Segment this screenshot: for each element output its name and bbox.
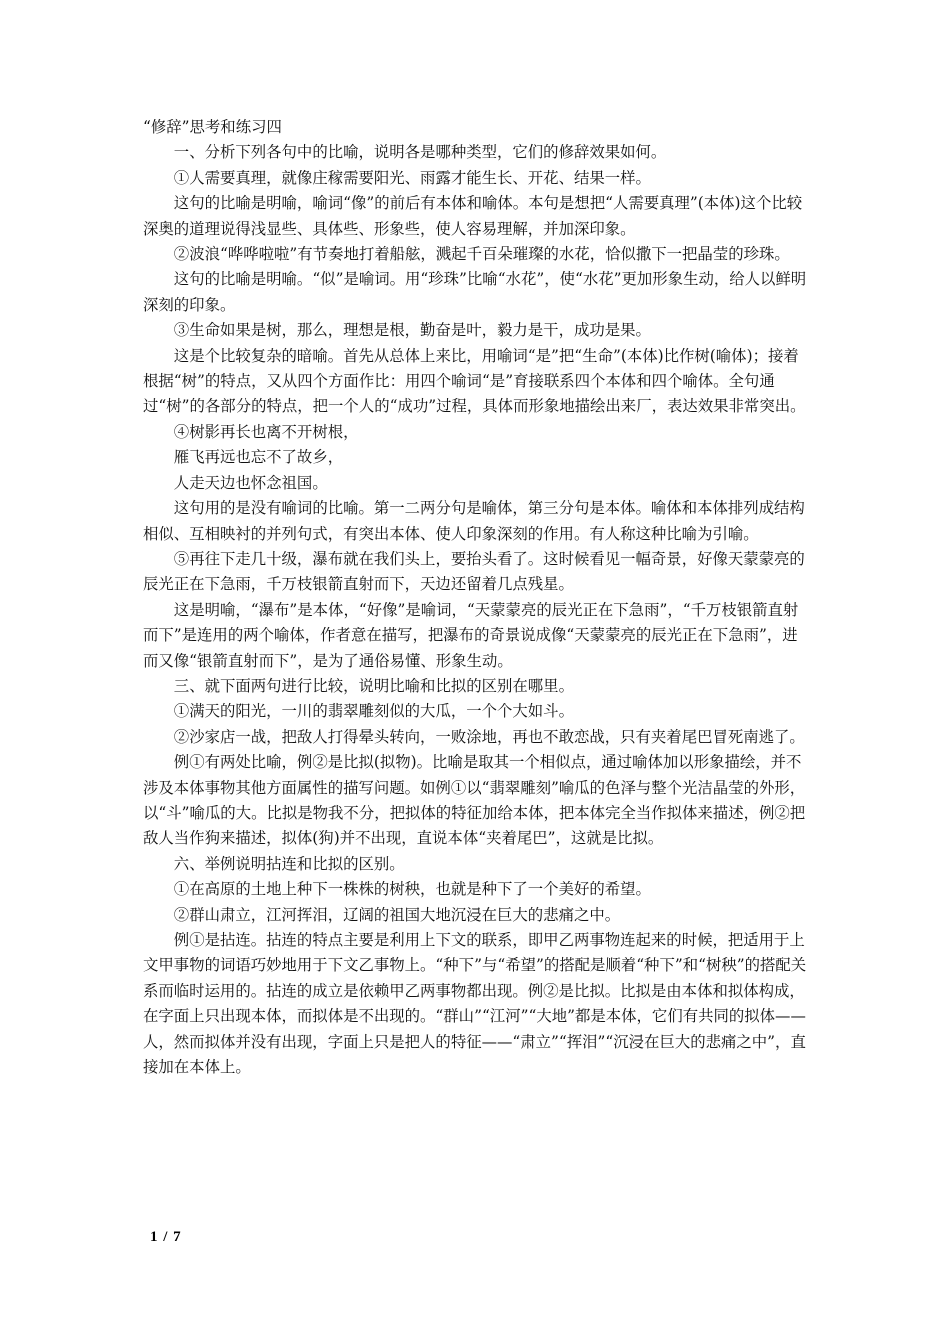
example-sentence: ③生命如果是树，那么，理想是根，勤奋是叶，毅力是干，成功是果。 [173,321,651,340]
analysis-paragraph: 这是个比较复杂的暗喻。首先从总体上来比，用喻词“是”把“生命”(本体)比作树(喻体)；接着根据“树”的特点，又从四个方面作比：用四个喻词“是”育接联系四个本体和四个喻体。全句通过“树”的各部分的特点，把一个人的“成功”过程，具体而形象地描绘出来厂，表达效果非常突出。 [143,346,806,416]
poem-line: 人走天边也怀念祖国。 [173,473,328,492]
poem-line: 雁飞再远也忘不了故乡， [173,448,344,467]
section-heading: 三、就下面两句进行比较，说明比喻和比拟的区别在哪里。 [173,676,574,695]
document-title: “修辞”思考和练习四 [143,118,282,136]
section-heading: 六、举例说明拈连和比拟的区别。 [173,854,405,873]
document-body [143,115,808,1080]
page-indicator: 1 / 7 [150,1229,182,1245]
example-sentence: ①人需要真理，就像庄稼需要阳光、雨露才能生长、开花、结果一样。 [173,168,651,187]
analysis-paragraph: 例①有两处比喻，例②是比拟(拟物)。比喻是取其一个相似点，通过喻体加以形象描绘，并不涉及本体事物其他方面属性的描写问题。如例①以“翡翠雕刻”喻瓜的色泽与整个光洁晶莹的外形，以“斗”喻瓜的大。比拟是物我不分，把拟体的特征加给本体，把本体完全当作拟体来描述，例②把敌人当作狗来描述，拟体(狗)并不出现，直说本体“夹着尾巴”，这就是比拟。 [143,753,806,848]
analysis-paragraph: 例①是拈连。拈连的特点主要是利用上下文的联系，即甲乙两事物连起来的时候，把适用于上文甲事物的词语巧妙地用于下文乙事物上。“种下”与“希望”的搭配是顺着“种下”和“树秧”的搭配关系而临时运用的。拈连的成立是依赖甲乙两事物都出现。例②是比拟。比拟是由本体和拟体构成，在字面上只出现本体，而拟体是不出现的。“群山”“江河”“大地”都是本体，它们有共同的拟体——人，然而拟体并没有出现，字面上只是把人的特征——“肃立”“挥泪”“沉浸在巨大的悲痛之中”，直接加在本体上。 [143,931,807,1077]
example-sentence: ①满天的阳光，一川的翡翠雕刻似的大瓜，一个个大如斗。 [173,702,574,721]
example-sentence: ②沙家店一战，把敌人打得晕头转向，一败涂地，再也不敢恋战，只有夹着尾巴冒死南逃了。 [173,727,805,746]
example-sentence: ①在高原的土地上种下一株株的树秧，也就是种下了一个美好的希望。 [173,880,651,899]
analysis-paragraph: 这是明喻，“瀑布”是本体，“好像”是喻词，“天蒙蒙亮的辰光正在下急雨”，“千万枝银箭直射而下”是连用的两个喻体，作者意在描写，把瀑布的奇景说成像“天蒙蒙亮的辰光正在下急雨”，进而又像“银箭直射而下”，是为了通俗易懂、形象生动。 [143,600,799,670]
analysis-paragraph: 这句的比喻是明喻。“似”是喻词。用“珍珠”比喻“水花”，使“水花”更加形象生动，给人以鲜明深刻的印象。 [143,270,807,314]
example-sentence: ②群山肃立，江河挥泪，辽阔的祖国大地沉浸在巨大的悲痛之中。 [173,905,621,924]
example-sentence: ⑤再往下走几十级，瀑布就在我们头上，要抬头看了。这时候看见一幅奇景，好像天蒙蒙亮的辰光正在下急雨，千万枝银箭直射而下，天边还留着几点残星。 [143,549,805,594]
example-sentence: ②波浪“哗哗啦啦”有节奏地打着船舷，溅起千百朵璀璨的水花，恰似撒下一把晶莹的珍珠。 [173,245,790,264]
analysis-paragraph: 这句的比喻是明喻，喻词“像”的前后有本体和喻体。本句是想把“人需要真理”(本体)这个比较深奥的道理说得浅显些、具体些、形象些，使人容易理解，并加深印象。 [143,194,803,238]
section-heading: 一、分析下列各句中的比喻，说明各是哪种类型，它们的修辞效果如何。 [173,143,667,162]
analysis-paragraph: 这句用的是没有喻词的比喻。第一二两分句是喻体，第三分句是本体。喻体和本体排列成结构相似、互相映衬的并列句式，有突出本体、使人印象深刻的作用。有人称这种比喻为引喻。 [143,499,805,543]
poem-line: ④树影再长也离不开树根， [173,422,359,441]
